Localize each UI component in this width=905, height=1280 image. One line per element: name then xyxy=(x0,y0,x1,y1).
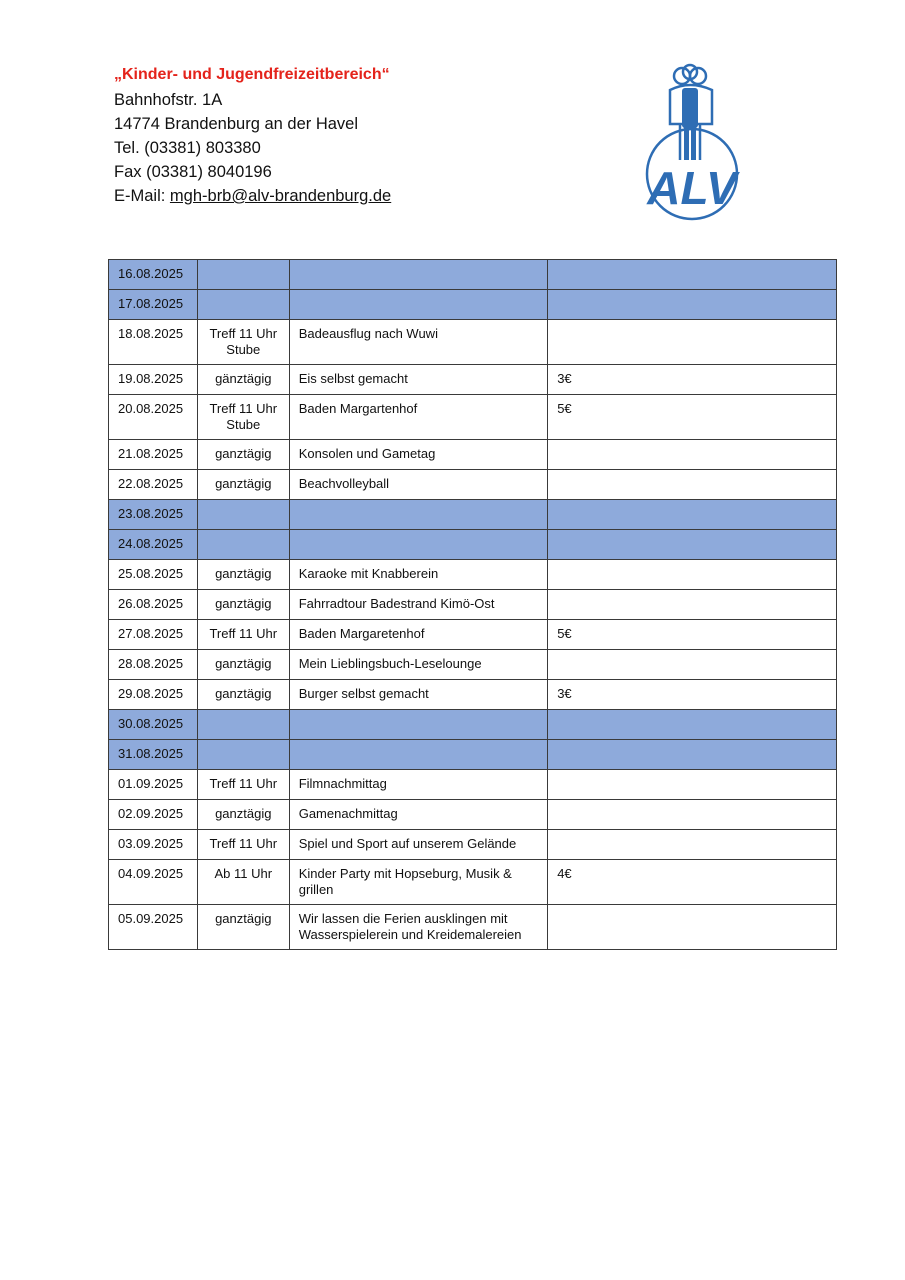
time-cell xyxy=(197,290,289,320)
time-cell: ganztägig xyxy=(197,440,289,470)
time-cell xyxy=(197,710,289,740)
email-label: E-Mail: xyxy=(114,187,170,205)
activity-cell: Wir lassen die Ferien ausklingen mit Wasserspielerein und Kreidemalereien xyxy=(289,905,547,950)
weekend-row xyxy=(109,740,837,770)
price-cell xyxy=(548,740,837,770)
price-cell xyxy=(548,500,837,530)
time-cell: ganztägig xyxy=(197,560,289,590)
price-cell: 5€ xyxy=(548,620,837,650)
activity-cell xyxy=(289,740,547,770)
activity-cell: Beachvolleyball xyxy=(289,470,547,500)
date-cell: 25.08.2025 xyxy=(109,560,198,590)
activity-cell: Baden Margartenhof xyxy=(289,395,547,440)
time-cell: ganztägig xyxy=(197,650,289,680)
time-cell: Ab 11 Uhr xyxy=(197,860,289,905)
table-row xyxy=(109,620,837,650)
price-cell xyxy=(548,830,837,860)
activity-cell: Eis selbst gemacht xyxy=(289,365,547,395)
activity-cell xyxy=(289,260,547,290)
price-cell: 3€ xyxy=(548,680,837,710)
date-cell: 01.09.2025 xyxy=(109,770,198,800)
activity-cell: Konsolen und Gametag xyxy=(289,440,547,470)
schedule-table xyxy=(108,259,837,950)
price-cell xyxy=(548,590,837,620)
date-cell: 17.08.2025 xyxy=(109,290,198,320)
table-row xyxy=(109,395,837,440)
price-cell xyxy=(548,560,837,590)
time-cell: Treff 11 Uhr xyxy=(197,770,289,800)
activity-cell: Gamenachmittag xyxy=(289,800,547,830)
table-row xyxy=(109,905,837,950)
weekend-row xyxy=(109,710,837,740)
date-cell: 23.08.2025 xyxy=(109,500,198,530)
alv-logo-lettering: ALV xyxy=(647,162,737,214)
org-title: „Kinder- und Jugendfreizeitbereich“ xyxy=(114,66,390,83)
activity-cell xyxy=(289,710,547,740)
activity-cell xyxy=(289,290,547,320)
date-cell: 04.09.2025 xyxy=(109,860,198,905)
alv-logo xyxy=(630,62,750,222)
table-row xyxy=(109,365,837,395)
price-cell xyxy=(548,440,837,470)
city-line: 14774 Brandenburg an der Havel xyxy=(114,115,359,133)
price-cell: 5€ xyxy=(548,395,837,440)
price-cell xyxy=(548,770,837,800)
table-row xyxy=(109,800,837,830)
date-cell: 19.08.2025 xyxy=(109,365,198,395)
price-cell xyxy=(548,320,837,365)
date-cell: 22.08.2025 xyxy=(109,470,198,500)
activity-cell: Spiel und Sport auf unserem Gelände xyxy=(289,830,547,860)
time-cell: Treff 11 Uhr Stube xyxy=(197,320,289,365)
activity-cell: Fahrradtour Badestrand Kimö-Ost xyxy=(289,590,547,620)
date-cell: 27.08.2025 xyxy=(109,620,198,650)
price-cell xyxy=(548,470,837,500)
price-cell xyxy=(548,290,837,320)
activity-cell xyxy=(289,500,547,530)
time-cell: ganztägig xyxy=(197,470,289,500)
date-cell: 02.09.2025 xyxy=(109,800,198,830)
time-cell: Treff 11 Uhr xyxy=(197,830,289,860)
time-cell: gänztägig xyxy=(197,365,289,395)
weekend-row xyxy=(109,500,837,530)
time-cell: ganztägig xyxy=(197,800,289,830)
price-cell xyxy=(548,710,837,740)
time-cell xyxy=(197,260,289,290)
street-line: Bahnhofstr. 1A xyxy=(114,91,223,109)
date-cell: 21.08.2025 xyxy=(109,440,198,470)
alv-logo-icon xyxy=(630,62,750,222)
date-cell: 26.08.2025 xyxy=(109,590,198,620)
time-cell: ganztägig xyxy=(197,905,289,950)
table-row xyxy=(109,560,837,590)
date-cell: 03.09.2025 xyxy=(109,830,198,860)
weekend-row xyxy=(109,530,837,560)
price-cell xyxy=(548,260,837,290)
address-block xyxy=(114,64,534,208)
activity-cell: Mein Lieblingsbuch-Leselounge xyxy=(289,650,547,680)
weekend-row xyxy=(109,260,837,290)
date-cell: 28.08.2025 xyxy=(109,650,198,680)
table-row xyxy=(109,440,837,470)
price-cell xyxy=(548,800,837,830)
activity-cell xyxy=(289,530,547,560)
activity-cell: Badeausflug nach Wuwi xyxy=(289,320,547,365)
weekend-row xyxy=(109,290,837,320)
date-cell: 16.08.2025 xyxy=(109,260,198,290)
activity-cell: Karaoke mit Knabberein xyxy=(289,560,547,590)
date-cell: 05.09.2025 xyxy=(109,905,198,950)
table-row xyxy=(109,860,837,905)
table-row xyxy=(109,770,837,800)
time-cell: ganztägig xyxy=(197,590,289,620)
schedule-body xyxy=(109,260,837,950)
table-row xyxy=(109,830,837,860)
price-cell: 3€ xyxy=(548,365,837,395)
email-link[interactable]: mgh-brb@alv-brandenburg.de xyxy=(169,187,392,205)
fax-line: Fax (03381) 8040196 xyxy=(114,163,272,181)
price-cell: 4€ xyxy=(548,860,837,905)
phone-line: Tel. (03381) 803380 xyxy=(114,139,261,157)
table-row xyxy=(109,320,837,365)
date-cell: 24.08.2025 xyxy=(109,530,198,560)
table-row xyxy=(109,680,837,710)
price-cell xyxy=(548,905,837,950)
date-cell: 31.08.2025 xyxy=(109,740,198,770)
time-cell: ganztägig xyxy=(197,680,289,710)
time-cell xyxy=(197,530,289,560)
activity-cell: Burger selbst gemacht xyxy=(289,680,547,710)
price-cell xyxy=(548,530,837,560)
table-row xyxy=(109,590,837,620)
date-cell: 29.08.2025 xyxy=(109,680,198,710)
time-cell: Treff 11 Uhr xyxy=(197,620,289,650)
time-cell xyxy=(197,500,289,530)
time-cell: Treff 11 Uhr Stube xyxy=(197,395,289,440)
activity-cell: Baden Margaretenhof xyxy=(289,620,547,650)
table-row xyxy=(109,470,837,500)
date-cell: 18.08.2025 xyxy=(109,320,198,365)
activity-cell: Filmnachmittag xyxy=(289,770,547,800)
date-cell: 30.08.2025 xyxy=(109,710,198,740)
activity-cell: Kinder Party mit Hopseburg, Musik & grillen xyxy=(289,860,547,905)
date-cell: 20.08.2025 xyxy=(109,395,198,440)
table-row xyxy=(109,650,837,680)
time-cell xyxy=(197,740,289,770)
price-cell xyxy=(548,650,837,680)
email-line xyxy=(114,184,534,208)
